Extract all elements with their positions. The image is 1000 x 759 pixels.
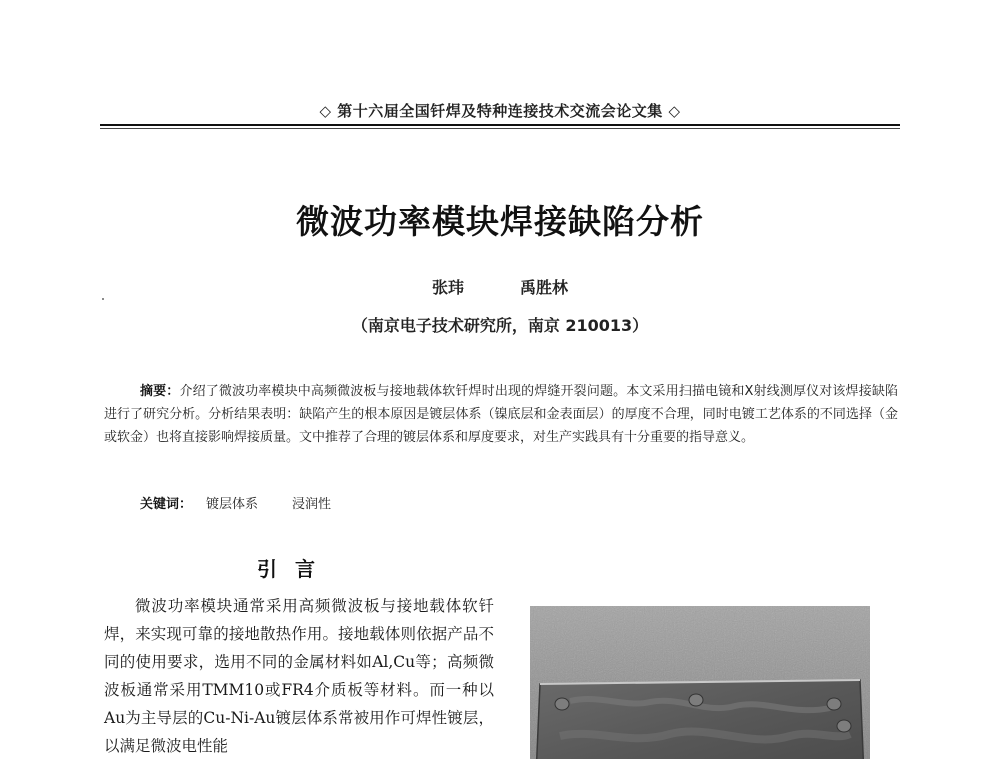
module-photo	[530, 606, 870, 759]
section-heading: 引言	[257, 557, 333, 581]
header-rule-thin	[100, 128, 900, 129]
body-paragraph: 微波功率模块通常采用高频微波板与接地载体软钎焊，来实现可靠的接地散热作用。接地载体则依据产品不同的使用要求，选用不同的金属材料如Al,Cu等；高频微波板通常采用TMM10或FR4介质板等材料。而一种以Au为主导层的Cu-Ni-Au镀层体系常被用作可焊性镀层，以满足微波电性能	[104, 597, 494, 755]
screw-hole	[555, 698, 569, 710]
author-name: 张玮	[431, 278, 464, 297]
screw-hole	[837, 720, 851, 732]
abstract-text: 介绍了微波功率模块中高频微波板与接地载体软钎焊时出现的焊缝开裂问题。本文采用扫描电镜和X射线测厚仪对该焊接缺陷进行了研究分析。分析结果表明：缺陷产生的根本原因是镀层体系（镍底层和金表面层）的厚度不合理，同时电镀工艺体系的不同选择（金或软金）也将直接影响焊接质量。文中推荐了合理的镀层体系和厚度要求，对生产实践具有十分重要的指导意义。	[104, 384, 898, 445]
abstract-block	[104, 380, 898, 449]
scan-speck	[102, 298, 104, 300]
screw-hole	[689, 694, 703, 706]
paper-title: 微波功率模块焊接缺陷分析	[296, 202, 704, 241]
figure-photo	[530, 606, 870, 759]
screw-hole	[827, 698, 841, 710]
header-rule	[100, 124, 900, 126]
module-plate	[536, 680, 864, 759]
keywords-block	[140, 493, 840, 512]
author-list	[100, 275, 900, 298]
keyword: 浸润性	[292, 497, 332, 512]
author-name: 禹胜林	[520, 278, 569, 297]
running-header: ◇ 第十六届全国钎焊及特种连接技术交流会论文集 ◇	[319, 102, 681, 120]
author-affiliation: （南京电子技术研究所，南京 210013）	[351, 316, 649, 335]
keywords-label: 关键词：	[140, 497, 193, 512]
abstract-label: 摘要：	[140, 384, 180, 399]
keyword: 镀层体系	[206, 497, 259, 512]
